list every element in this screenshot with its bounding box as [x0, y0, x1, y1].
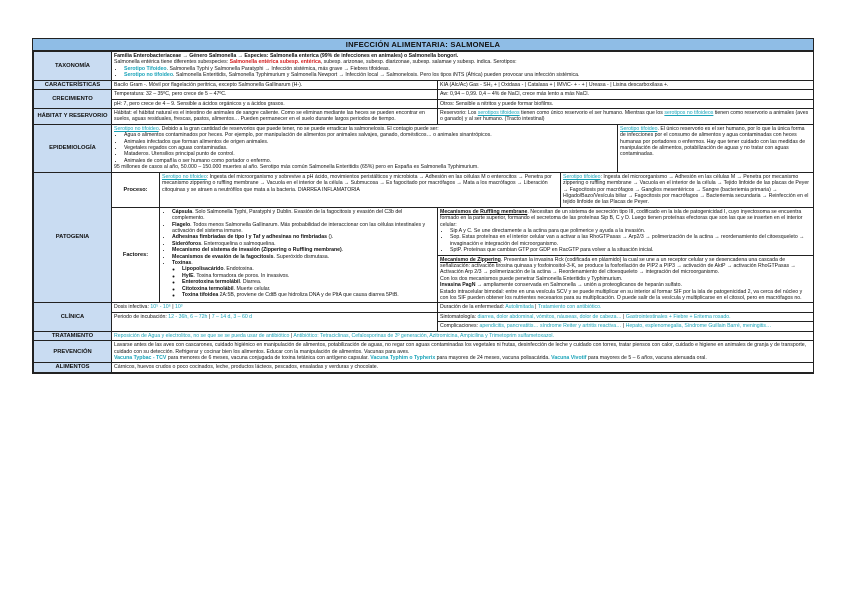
vacuna-typhim: Vacuna Typhim o Typherix: [370, 355, 436, 362]
epi-contagio-list: [114, 132, 615, 164]
ruffling-text: . Necesitan de un sistema de secreción tipo III, codificado en la isla de patogenicidad I, cuyo inyectosoma se encuentra formado en la parte superior, formando el secretoma de las proteínas Sip B, C y D. Luego tienen proteínas efectoras que son las que se inserten en el interior celular:: [440, 208, 803, 228]
toxina-text: . Muerte celular.: [233, 285, 271, 292]
vacuna-vivotif-text: para mayores de 5 – 6 años, vacuna atenuada oral.: [586, 355, 707, 362]
factores-list: [162, 209, 435, 299]
prevencion-vacunas: [114, 355, 811, 361]
factor-name: Mecanismo del sistema de invasión (Zippering o Ruffling membrane): [172, 247, 342, 254]
zipper-title: Mecanismo de Zippering: [440, 256, 501, 263]
reservorio-text-a: Reservorio: Los: [440, 110, 478, 117]
section-label-caracteristicas: CARACTERÍSTICAS: [34, 80, 112, 90]
dosis-label: Dosis infectiva:: [114, 304, 151, 311]
toxina-text: . Toxina formadora de poros. In invasivos.: [193, 272, 290, 279]
serotipo-no-tifoideo: [124, 72, 811, 78]
row-prevencion: [34, 341, 814, 363]
section-label-epidemiologia: EPIDEMIOLOGÍA: [34, 124, 112, 172]
summary-table: [33, 51, 814, 373]
section-label-patogenia: PATOGENIA: [34, 172, 112, 303]
section-label-alimentos: ALIMENTOS: [34, 363, 112, 373]
row-alimentos: [34, 363, 814, 373]
row-caracteristicas: [34, 80, 814, 90]
prevencion-content: [112, 341, 814, 363]
duracion-label: Duración de la enfermedad:: [440, 304, 506, 311]
clinica-incubacion: [112, 312, 438, 331]
tratamiento-no-tifoideo: Reposición de Agua y electrolitos,: [114, 332, 194, 339]
ruffling-item: • Sip A y C. Se une directamente a la actina para que polimerice y ayuda a la invasión.: [450, 228, 811, 234]
complicaciones-sep: |: [621, 323, 626, 330]
clinica-complicaciones: [438, 322, 814, 331]
clinica-duracion: [438, 303, 814, 312]
clinica-dosis: [112, 303, 438, 312]
tratamiento-tifoideo: Antibiótico: Tetraciclinas, Cefalosporinas de 3º generación, Azitromicina, Ampicilina y Trimetoprim sulfametoxazol.: [293, 332, 555, 339]
proceso-tifoideo: [561, 172, 814, 207]
factor-name: Flagelo: [172, 221, 191, 228]
crecimiento-aw: Aw: 0,94 – 0,99. 0,4 – 4% de NaCl, crece más lento a más NaCl.: [438, 90, 814, 99]
epi-item: • Mataderos. Utensilios principal punto de control.: [124, 151, 615, 157]
complicaciones-no-tifoideo: apendicitis, pancreatitis… síndrome Reiter y artritis reactiva…: [479, 323, 622, 330]
proceso-no-tifoideo-label: Serotipo no tifoideo: [162, 173, 207, 180]
incubacion-label: Periodo de incubación:: [114, 313, 169, 320]
dosis-tifoideo: 10³: [175, 304, 183, 311]
factor-text: ().: [327, 234, 334, 241]
epi-item: • Animales infectados que forman alimentos de origen animales.: [124, 139, 615, 145]
factor-item: [172, 222, 435, 235]
proceso-tifoideo-label: Serotipo tifoideo: [563, 173, 601, 180]
patogenia-proceso-label: Proceso:: [112, 172, 160, 207]
factor-text: . Todos menos Salmonella Gallinarum. Más probabilidad de interaccionar con las células intestinales y activación del sistema inmune.: [172, 221, 426, 234]
incubacion-sep: |: [207, 313, 212, 320]
reservorio-text-c: tienen como único reservorio el ser humano. Mientras que los: [519, 110, 665, 117]
proceso-tifoideo-text: : Ingesta del microorganismo → Adhesión en las células M → Penetra por mecanismo zippering o ruffling membrane → Vacuola en el interior de la célula → Tejido linfoide de las placas de Peyer → Fagocitosis por macrófagos → Ganglios mesentéricos → Sangre (bacteriemia primaria) → Hígado/Bazo/Vesícula biliar → Fagocitosis por macrófagos → Bacteriemia secundaria → Reinfección en el tejido linfoide de las Placas de Peyer.: [563, 173, 809, 206]
toxina-name: Lipopolisacárido: [182, 266, 224, 273]
taxonomia-subesp-text: Salmonella entérica tiene diferentes subespecies:: [114, 59, 230, 66]
toxina-name: Citotoxina termolábil: [182, 285, 234, 292]
tratamiento-content: [112, 331, 814, 341]
toxina-text: . Diarrea.: [239, 279, 262, 286]
habitat-left: Hábitat: el hábitat natural es el intestino de animales de sangre caliente. Como se eliminan mediante las heces se pueden encontrar en suelos, aguas residuales, frescas, pastos, alimentos… Pueden permanecer en el suelo durante largos periodos de tiempo.: [112, 109, 438, 125]
alimentos-content: Cárnicos, huevos crudos o poco cocinados, leche, productos lácteos, pescados, ensaladas y verduras y chocolate.: [112, 363, 814, 373]
row-habitat: [34, 109, 814, 125]
toxina-item: [182, 292, 435, 298]
factores-left: [160, 207, 438, 303]
vacuna-vivotif: Vacuna Vivotif: [551, 355, 587, 362]
toxina-name: Toxina tifoidea: [182, 292, 219, 298]
row-crecimiento-1: [34, 90, 814, 99]
duracion-sep: |: [533, 304, 538, 311]
pagn-label: Invasina PagN: [440, 282, 476, 289]
crecimiento-temp: Temperatura: 32 – 35ºC, pero crece de 5 – 47ºC.: [112, 90, 438, 99]
epidemiologia-right: [618, 124, 814, 172]
duracion-no-tifoideo: Autolimitada: [505, 304, 534, 311]
dosis-no-tifoideo: 10⁵ - 10⁶: [150, 304, 171, 311]
salmonella-summary-sheet: [32, 38, 814, 374]
row-taxonomia: [34, 52, 814, 81]
taxonomia-content: [112, 52, 814, 81]
prevencion-text: Lavarse antes de las aves con cascarones, cuidado higiénico en manipulación de alimentos, potabilización de aguas, no regar con aguas contaminadas los vegetales ni frutas, desinfección de leche y cuidado con torres, tratar piensos con calor, cuidado e higiene en animales de granja y de transporte, cuidado con su detección. Refrigerar y cocinar bien los alimentos. Educar con la manipulación de alimentos. Vacunas para aves.: [114, 342, 807, 355]
toxina-name: Enterotoxina termolábil: [182, 279, 240, 286]
section-label-tratamiento: TRATAMIENTO: [34, 331, 112, 341]
serotipos-list: [114, 66, 811, 79]
ruffling-item: • SptP. Proteínas que cambian GTP por GDP en RacGTP para volver a la situación inicial.: [450, 247, 811, 253]
factor-text: . Solo Salmonella Typhi, Paratyphi y Dublin. Evasión de la fagocitosis y evasión del C3b del complemento.: [172, 208, 403, 222]
serotipo-tifoideo-text: . Salmonella Typhi y Salmonella Paratyphi → Infección sistémica, más grave → Fiebres tifoideas.: [166, 65, 390, 72]
epi-right-text: . El único reservorio es el ser humano, por lo que la única forma de infecciones por el consumo de alimentos y agua contaminadas con heces humanas por portadores o enfermos. Hay que tener cuidado con las medidas de manipulación de alimentos, potabilización de aguas y no tratar con aguas contaminadas.: [620, 125, 806, 158]
toxina-name: HylE: [182, 272, 194, 279]
ruffling-title: Mecanismos de Ruffling membrane: [440, 208, 528, 215]
ruffling-item: • Sop. Estas proteínas en el interior celular van a activar a las RhoGTPasas → Arp2/3 → polimerización de la actina → reordenamiento del citoesqueleto → invaginación e integración del microorganismo.: [450, 234, 811, 247]
section-label-crecimiento: CRECIMIENTO: [34, 90, 112, 109]
row-tratamiento: [34, 331, 814, 341]
section-label-prevencion: PREVENCIÓN: [34, 341, 112, 363]
section-label-habitat: HÁBITAT Y RESERVORIO: [34, 109, 112, 125]
crecimiento-otros: Otros: Sensible a nitritos y puede formar biofilms.: [438, 99, 814, 108]
row-patogenia-proceso: [34, 172, 814, 207]
serotipo-no-tifoideo-label: Serotipo no tifoideo: [124, 72, 173, 79]
zipper-text: . Presentan la invasina Rck (codificada en plásmido) la cual se une a un receptor celular y se desencadena una cascada de señalización: activación tirosina quinasa y fosfoinositol-3-K, se produce la fosforilación de PIP2 a PIP3 → activación de AktP → activación RhoGTPasas → Activación Arp 2/3 → polimerización de la actina → Reordenamiento del citoesqueleto → integración del microorganismo.: [440, 256, 796, 276]
tratamiento-sep: |: [289, 332, 294, 339]
patogenia-factores-label: Factores:: [112, 207, 160, 303]
factor-text: . Enterroquelina o salmoquelina.: [201, 240, 276, 247]
toxinas-list: [172, 266, 435, 298]
factor-item: [172, 209, 435, 222]
ruffling-membrane: [438, 207, 814, 255]
reservorio-no-tifoideos: serotipos no tifoideos: [664, 110, 714, 117]
row-clinica-1: [34, 303, 814, 312]
scv-text: Estado intracelular bimodal: entre en una vesícula SCV y se puede multiplicar en su interior al formar SIF por la isla de patogenicidad 2, va cerca del núcleo y con los SIF pueden obtener los nutrientes necesarios para su multiplicación. O puede salir de la vesícula y multiplicarse en el citosol, pero en macrófagos no.: [440, 288, 803, 301]
serotipo-tifoideo-label: Serotipo Tifoideo: [124, 65, 167, 72]
duracion-tifoideo: Tratamiento con antibiótico.: [537, 304, 602, 311]
pagn-text: → ampliamente conservada en Salmonella → unión a proteoglicanos de heparán sulfato.: [475, 282, 682, 289]
toxina-text: . Endotoxina.: [223, 266, 254, 273]
factor-name: Cápsula: [172, 208, 193, 215]
vacuna-typbac: Vacuna Typbac - TCV: [114, 355, 167, 362]
reservorio-tifoideos: serotipos tifoideos: [477, 110, 520, 117]
proceso-no-tifoideo-text: : Ingesta del microorganismo y sobrevive a pH ácido, movimientos peristálticos y microbiota → Adhesión en las células M o enterocitos → Penetra por mecanismo zippering o ruffling membrane → Vacuola en el interior de la célula → Submucosa → Es fagocitado por macrófagos → Mata a los macrófagos → Liberación citoquinas y se atraen a neutrófilos que mata a la bacteria. DIARREA INFLAMATORIA: [162, 173, 552, 193]
row-clinica-2: [34, 312, 814, 321]
epi-item: • Vegetales regados con aguas contaminadas.: [124, 145, 615, 151]
factor-item: [172, 260, 435, 298]
zippering: [438, 255, 814, 303]
epi-item: • Animales de compañía o ser humano como portador o enfermo.: [124, 158, 615, 164]
factor-text: . Superóxido dismutasa.: [273, 253, 330, 260]
clinica-sintomatologia: [438, 312, 814, 321]
reservorio-text-e: tienen como reservorio a animales (aves o ganado) y al ser humano. (Tracto intestinal): [440, 110, 809, 123]
factor-name: Toxinas: [172, 259, 192, 266]
factor-name: Adhesinas fimbriadas de tipo I y Taf y adhesinas no fimbriadas: [172, 234, 327, 241]
dosis-sep: |: [170, 304, 175, 311]
incubacion-tifoideo: 7 – 14 d, 3 – 60 d: [211, 313, 253, 320]
section-label-taxonomia: TAXONOMÍA: [34, 52, 112, 81]
ruffling-list: [440, 228, 811, 254]
epi-serotipo-no-tifoideo: Serotipo no tifoideo: [114, 125, 159, 132]
epi-intro-text: . Debido a la gran cantidad de reservorios que puede tener, no se puede erradicar la salmonelosis. El contagio puede ser:: [158, 125, 439, 132]
epi-footer: 95 millones de casos al año, 50.000 – 150.000 muertes al año. Serotipo más común Salmonella Enteritidis (65%) pero en España es Salmonella Typhimurium.: [114, 164, 479, 171]
serotipo-no-tifoideo-text: . Salmonella Enteritidis, Salmonella Typhimurium y Salmonella Newport → Infección local → Salmonelosis. Pero los tipos iNTS (África) pueden provocar una infección sistémica.: [173, 72, 580, 79]
row-crecimiento-2: [34, 99, 814, 108]
sintomatologia-tifoideo: Gastrointestinales + Fiebre + Eritema rosado.: [625, 313, 731, 320]
row-patogenia-factores: [34, 207, 814, 255]
epi-item: • Agua o alimentos contaminados por heces. Por ejemplo, por manipulación de alimentos por animales salvajes, ganado, domésticos… o animales sinantrópicos.: [124, 132, 615, 138]
epi-serotipo-tifoideo: Serotipo tifoideo: [620, 125, 658, 132]
proceso-no-tifoideo: [160, 172, 561, 207]
taxonomia-subesp-enterica: Salmonella entérica subesp. entérica: [229, 59, 321, 66]
factor-text: .: [341, 247, 344, 254]
caracteristicas-left: Bacilo Gram -. Móvil por flagelación peritrica, excepto Salmonella Gallinarum (H-).: [112, 80, 438, 90]
sintomatologia-label: Sintomatología:: [440, 313, 478, 320]
epidemiologia-left: [112, 124, 618, 172]
factor-name: Mecanismos de evasión de la fagocitosis: [172, 253, 274, 260]
crecimiento-ph: pH: 7, pero crece de 4 – 9. Sensible a ácidos orgánicos y a ácidos grasos.: [112, 99, 438, 108]
row-epidemiologia: [34, 124, 814, 172]
complicaciones-tifoideo: Hepato, esplenomegalia, Síndrome Guillain Barré, meningitis…: [625, 323, 772, 330]
page-title: INFECCIÓN ALIMENTARIA: SALMONELA: [33, 39, 813, 51]
taxonomia-subesp-rest: , subesp. arizonae, subesp. diarizonae, subesp. salamae y subesp. indica. Serotipos:: [320, 59, 517, 66]
toxina-text: 2A:5B, proviene de CdtB que hidroliza DNA y de PltA que causa diarrea 5PtB.: [218, 292, 399, 298]
vacuna-typbac-text: para menores de 6 meses, vacuna conjugada de toxina tetánica con antígeno capsular.: [166, 355, 371, 362]
habitat-right: [438, 109, 814, 125]
factor-name: Sideróforos: [172, 240, 202, 247]
tratamiento-no-tifoideo-note: no se que se se pueda usar de antibiótico: [193, 332, 290, 339]
section-label-clinica: CLÍNICA: [34, 303, 112, 331]
incubacion-no-tifoideo: 12 - 36h, 6 – 72h: [168, 313, 208, 320]
vacuna-typhim-text: para mayores de 24 meses, vacuna polisacárida.: [435, 355, 552, 362]
sintomatologia-sep: |: [621, 313, 626, 320]
caracteristicas-right: KIA (Alc/Ac) Gas - SH₂ + | Oxidasa - | Catalasa + | IMViC- + - + | Ureasa - | Lisina descarboxilasa +.: [438, 80, 814, 90]
zipper-text2: Con los dos mecanismos puede penetrar Salmonella Enteritidis y Typhimurium.: [440, 275, 623, 282]
taxonomia-line1: Familia Enterobacteriaceae → Género Salmonella → Especies: Salmonella enterica (99% de infecciones en animales) o Salmonella bongori.: [114, 53, 459, 59]
factor-text: .: [191, 259, 193, 266]
complicaciones-label: Complicaciones:: [440, 323, 480, 330]
sintomatologia-no-tifoideo: diarrea, dolor abdominal, vómitos, náuseas, dolor de cabeza…: [477, 313, 622, 320]
